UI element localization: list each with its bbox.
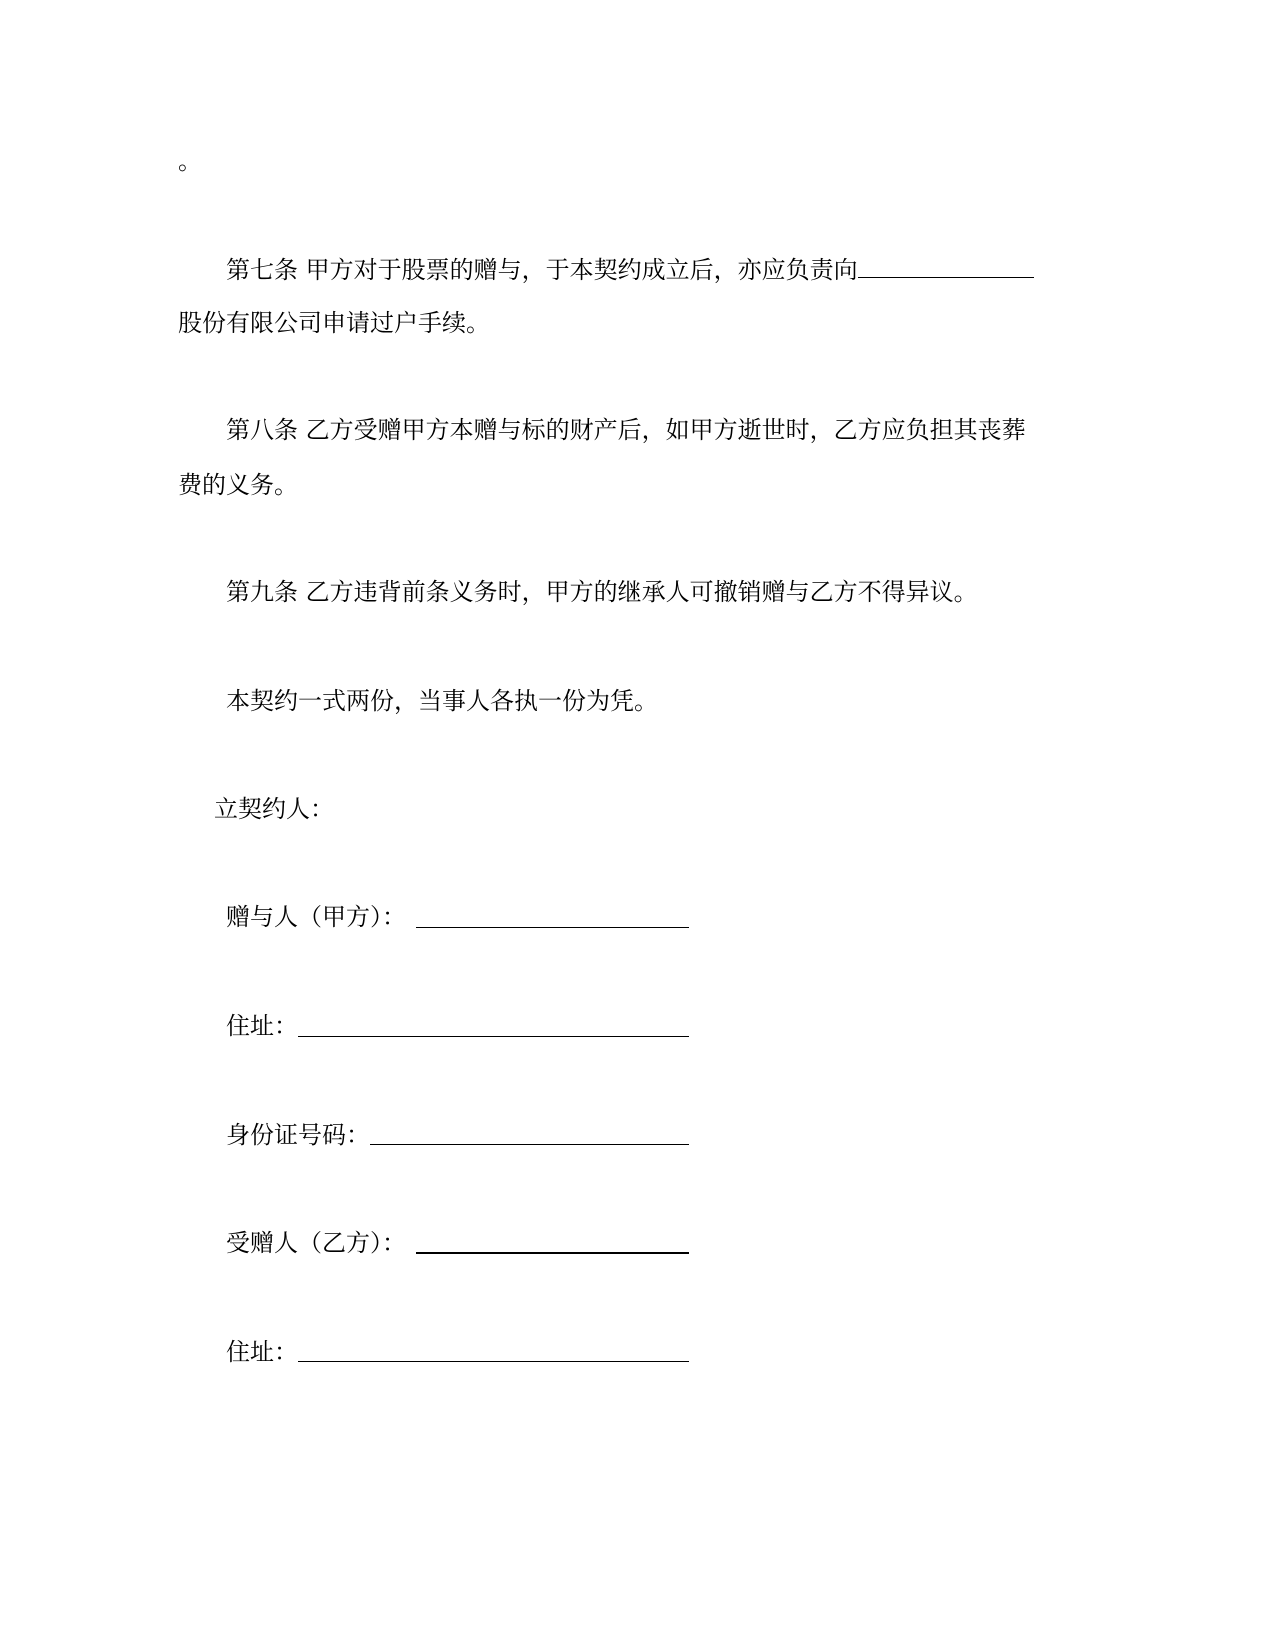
article-7-line-2: 股份有限公司申请过户手续。 xyxy=(178,309,490,337)
article-7-text: 第七条 甲方对于股票的赠与，于本契约成立后，亦应负责向 xyxy=(226,256,858,284)
article-8-line-1: 第八条 乙方受赠甲方本赠与标的财产后，如甲方逝世时，乙方应负担其丧葬 xyxy=(226,416,1026,444)
donee-label: 受赠人（乙方）： xyxy=(226,1229,406,1257)
article-7-line-1 xyxy=(226,253,1034,285)
article-9-line-1: 第九条 乙方违背前条义务时，甲方的继承人可撤销赠与乙方不得异议。 xyxy=(226,578,978,606)
signatories-heading: 立契约人： xyxy=(214,795,334,823)
donor-label: 赠与人（甲方）： xyxy=(226,903,406,931)
donee-address-label: 住址： xyxy=(226,1338,298,1366)
donor-address-label: 住址： xyxy=(226,1012,298,1040)
leading-punctuation: 。 xyxy=(178,147,202,175)
company-name-blank xyxy=(858,253,1034,278)
copies-clause: 本契约一式两份，当事人各执一份为凭。 xyxy=(226,687,658,715)
donor-id-label: 身份证号码： xyxy=(226,1121,370,1149)
article-8-line-2: 费的义务。 xyxy=(178,471,298,499)
